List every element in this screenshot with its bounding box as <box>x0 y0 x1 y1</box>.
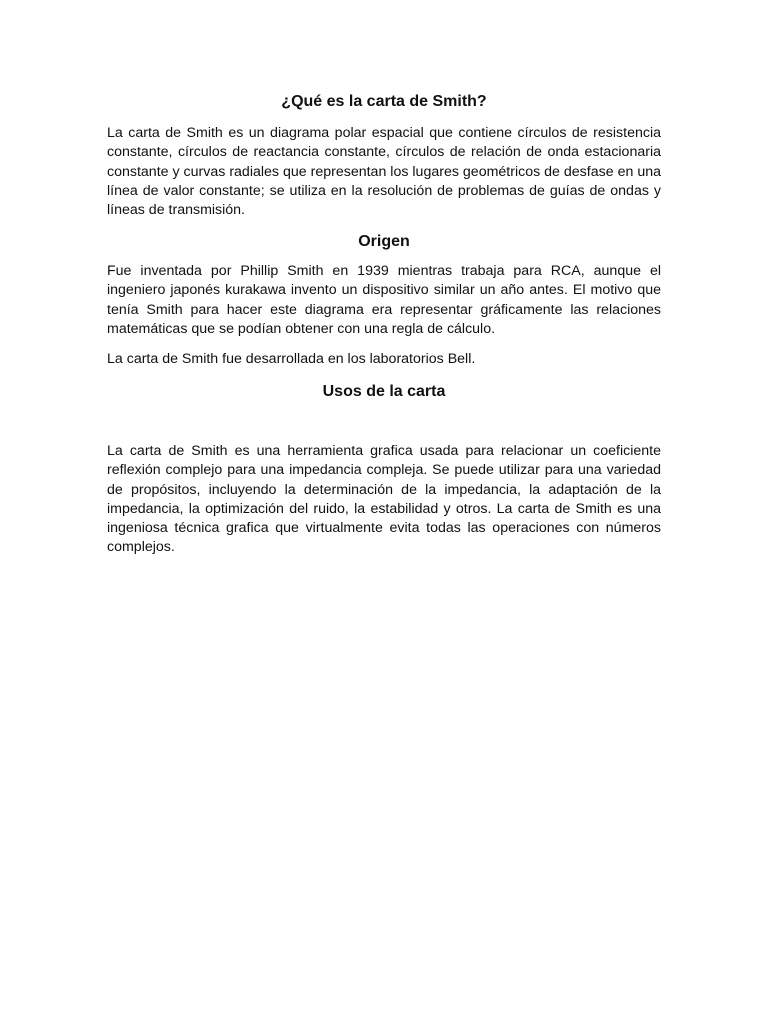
section-heading-usos: Usos de la carta <box>322 383 446 400</box>
paragraph-definicion: La carta de Smith es un diagrama polar espacial que contiene círculos de resistencia constante, círculos de reactancia constante, círculos de relación de onda estacionaria constante y curvas radiales que representan los lugares geométricos de desfase en una línea de valor constante; se utiliza en la resolución de problemas de guías de ondas y líneas de transmisión. <box>107 125 661 219</box>
section-heading-origen: Origen <box>358 233 410 250</box>
section-heading-que-es: ¿Qué es la carta de Smith? <box>281 93 487 110</box>
paragraph-usos: La carta de Smith es una herramienta grafica usada para relacionar un coeficiente reflexión complejo para una impedancia compleja. Se puede utilizar para una variedad de propósitos, incluyendo la determinación de la impedancia, la adaptación de la impedancia, la optimización del ruido, la estabilidad y otros. La carta de Smith es una ingeniosa técnica grafica que virtualmente evita todas las operaciones con números complejos. <box>107 443 661 556</box>
paragraph-origen: Fue inventada por Phillip Smith en 1939 mientras trabaja para RCA, aunque el ingeniero japonés kurakawa invento un dispositivo similar un año antes. El motivo que tenía Smith para hacer este diagrama era representar gráficamente las relaciones matemáticas que se podían obtener con una regla de cálculo. <box>107 263 661 337</box>
paragraph-laboratorios: La carta de Smith fue desarrollada en los laboratorios Bell. <box>107 351 476 367</box>
